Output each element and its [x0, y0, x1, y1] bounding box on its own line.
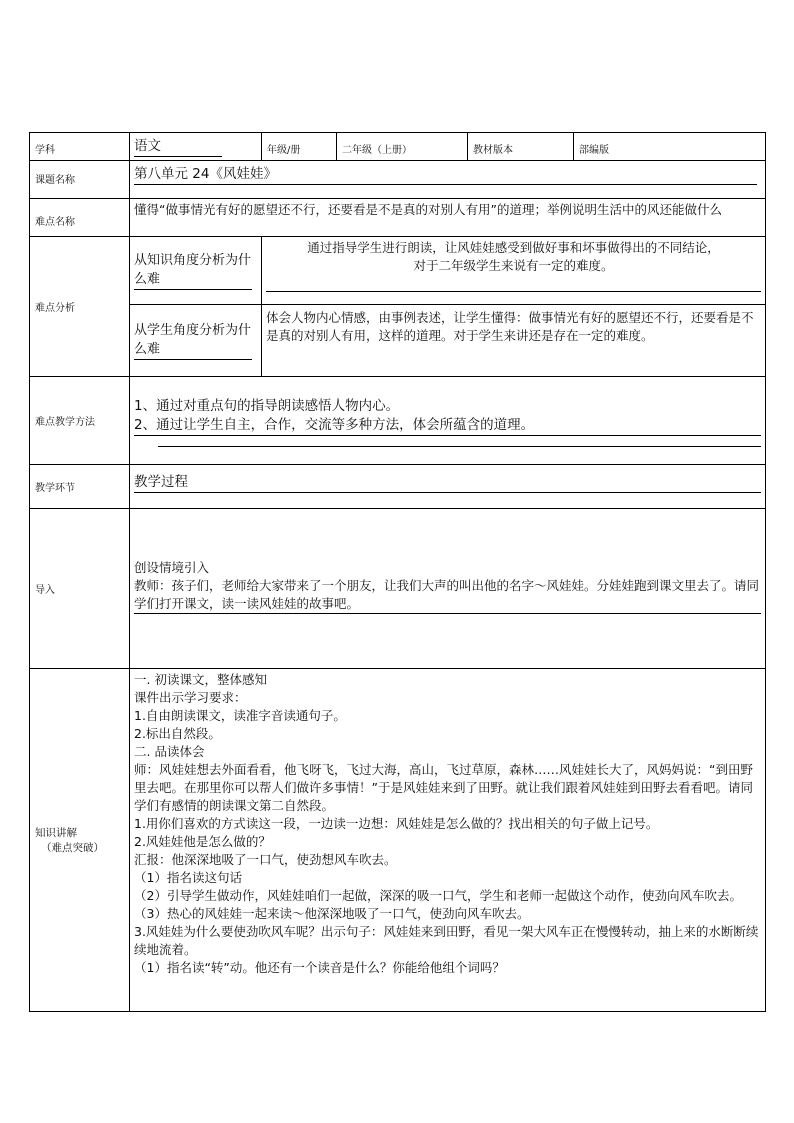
- lesson-label: 课题名称: [30, 161, 130, 199]
- knowledge-line: 汇报：他深深地吸了一口气，使劲想风车吹去。: [134, 852, 397, 867]
- knowledge-line: 一. 初读课文，整体感知: [134, 672, 267, 687]
- difficulty-label: 难点名称: [30, 199, 130, 237]
- lesson-title: 第八单元 24《风娃娃》: [134, 165, 757, 185]
- knowledge-line: 2.风娃娃他是怎么做的？: [134, 834, 271, 849]
- process-title: 教学过程: [134, 473, 761, 493]
- student-angle-label: 从学生角度分析为什么难: [134, 321, 252, 360]
- knowledge-angle-text-1: 通过指导学生进行朗读，让风娃娃感受到做好事和坏事做得出的不同结论，: [307, 240, 720, 255]
- edition-label: 教材版本: [468, 133, 574, 161]
- subject-label: 学科: [30, 133, 130, 161]
- knowledge-line: 课件出示学习要求：: [134, 690, 247, 705]
- intro-label: 导入: [30, 509, 130, 669]
- process-label: 教学环节: [30, 465, 130, 509]
- method-line-2: 2、通过让学生自主，合作，交流等多种方法，体会所蕴含的道理。: [134, 416, 761, 436]
- knowledge-line: （2）引导学生做动作，风娃娃咱们一起做，深深的吸一口气，学生和老师一起做这个动作，使劲向风车吹去。: [134, 888, 742, 903]
- knowledge-line: （1）指名读这句话: [134, 870, 242, 885]
- method-label: 难点教学方法: [30, 377, 130, 465]
- analysis-label: 难点分析: [30, 237, 130, 377]
- knowledge-line: 1.用你们喜欢的方式读这一段，一边读一边想：风娃娃是怎么做的？找出相关的句子做上记号。: [134, 816, 659, 831]
- method-underline: [158, 446, 761, 447]
- method-line-1: 1、通过对重点句的指导朗读感悟人物内心。: [134, 398, 400, 414]
- subject-value: 语文: [134, 137, 222, 157]
- difficulty-text: 懂得“做事情光有好的愿望还不行，还要看是不是真的对别人有用”的道理；举例说明生活中的风还能做什么: [134, 202, 722, 217]
- knowledge-label: 知识讲解: [35, 827, 77, 839]
- intro-text: 教师：孩子们，老师给大家带来了一个朋友，让我们大声的叫出他的名字～风娃娃。分娃娃跑到课文里去了。请同学们打开课文，读一读风娃娃的故事吧。: [134, 577, 761, 614]
- knowledge-line: （1）指名读“转”动。他还有一个读音是什么？你能给他组个词吗？: [134, 960, 505, 975]
- grade-label: 年级/册: [262, 133, 337, 161]
- knowledge-line: 二. 品读体会: [134, 744, 205, 759]
- knowledge-angle-text-2: 对于二年级学生来说有一定的难度。: [266, 257, 761, 292]
- lesson-plan-table: [29, 132, 766, 1012]
- intro-title: 创设情境引入: [134, 560, 210, 575]
- knowledge-sublabel: （难点突破）: [41, 842, 104, 854]
- edition-value: 部编版: [574, 133, 766, 161]
- knowledge-line: 2.标出自然段。: [134, 726, 221, 741]
- knowledge-line: 1.自由朗读课文，读准字音读通句子。: [134, 708, 346, 723]
- knowledge-line: 师：风娃娃想去外面看看，他飞呀飞，飞过大海，高山，飞过草原，森林……风娃娃长大了，风妈妈说：“到田野里去吧。在那里你可以帮人们做许多事情！”于是风娃娃来到了田野。就让我们跟着风娃娃到田野去看看吧。请同学们有感情的朗读课文第二自然段。: [134, 762, 753, 813]
- grade-value: 二年级（上册）: [337, 133, 468, 161]
- knowledge-angle-label: 从知识角度分析为什么难: [134, 251, 252, 290]
- student-angle-text: 体会人物内心情感，由事例表述，让学生懂得：做事情光有好的愿望还不行，还要看是不是真的对别人有用，这样的道理。对于学生来讲还是存在一定的难度。: [266, 310, 754, 343]
- knowledge-line: 3.风娃娃为什么要使劲吹风车呢？出示句子：风娃娃来到田野，看见一架大风车正在慢慢转动，抽上来的水断断续续地流着。: [134, 924, 759, 957]
- knowledge-line: （3）热心的风娃娃一起来读～他深深地吸了一口气，使劲向风车吹去。: [134, 906, 530, 921]
